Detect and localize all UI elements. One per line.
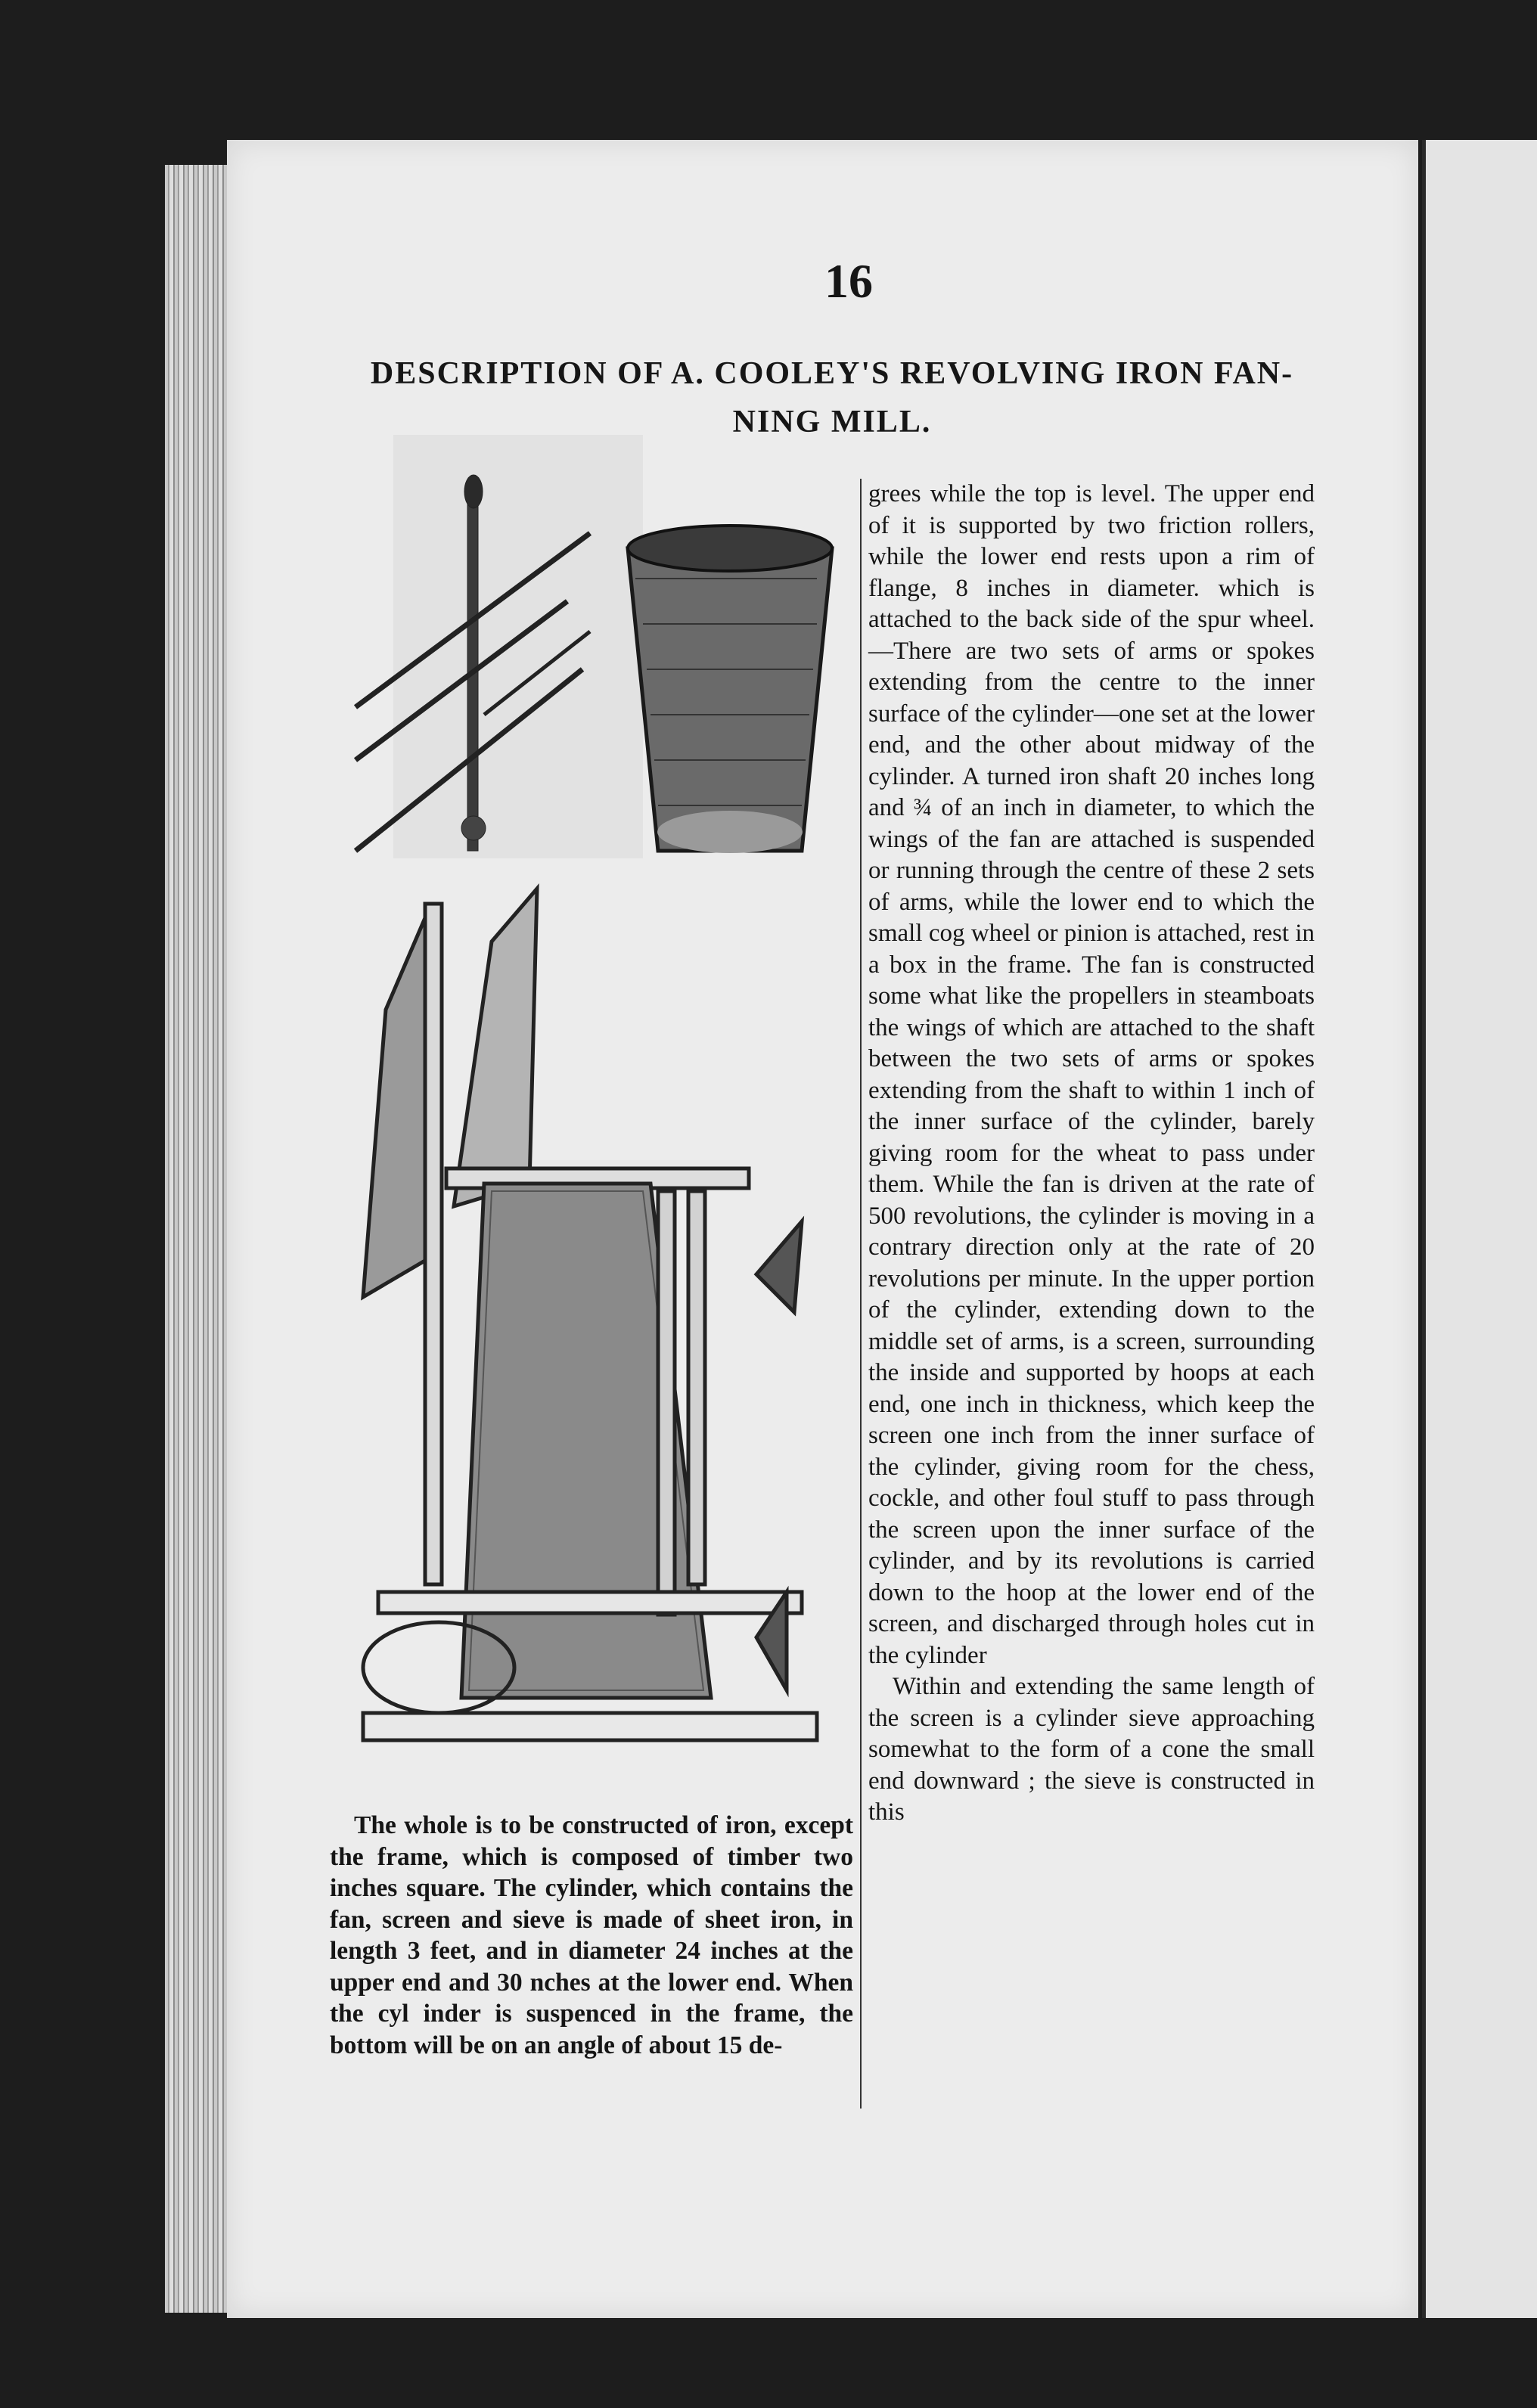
right-paragraph-2: Within and extending the same length of the screen is a cylinder sieve approaching somewhat to the form of a cone the small end downward ; the sieve is constructed in this <box>868 1673 1315 1826</box>
sieve-cone-drawing <box>628 526 832 853</box>
page-number: 16 <box>824 254 873 308</box>
fanning-mill-illustration <box>333 427 847 1789</box>
facing-page-edge <box>1422 140 1537 2318</box>
left-text-column <box>330 1810 853 2061</box>
right-text-column <box>868 479 1315 1829</box>
left-paragraph: The whole is to be constructed of iron, except the frame, which is composed of timber two inches square. The cylinder, which contains the fan, screen and sieve is made of sheet iron, in length 3 feet, and in diameter 24 inches at the upper end and 30 nches at the lower end. When the cyl inder is suspenced in the frame, the bottom will be on an angle of about 15 de- <box>330 1811 853 2059</box>
column-divider <box>860 479 862 2109</box>
mill-frame-drawing <box>363 889 817 1740</box>
title-line-1: DESCRIPTION OF A. COOLEY'S REVOLVING IRON FAN- <box>370 356 1294 391</box>
right-paragraph-1: grees while the top is level. The upper end of it is supported by two friction rollers, while the lower end rests upon a rim of flange, 8 inches in diameter. which is attached to the back side of the spur wheel.—There are two sets of arms or spokes extending from the centre to the inner surface of the cylinder—one set at the lower end, and the other about midway of the cylinder. A turned iron shaft 20 inches long and ¾ of an inch in diameter, to which the wings of the fan are attached is suspended or running through the centre of these 2 sets of arms, while the lower end to which the small cog wheel or pinion is attached, rest in a box in the frame. The fan is constructed some what like the propellers in steamboats the wings of which are attached to the shaft between the two sets of arms or spokes extending from the shaft to within 1 inch of the inner surface of the cylinder, barely giving room for the wheat to pass under them. While the fan is driven at the rate of 500 revolutions, the cylinder is moving in a contrary direction only at the rate of 20 revolutions per minute. In the upper portion of the cylinder, extending down to the middle set of arms, is a screen, surrounding the inside and supported by hoops at each end, one inch in thickness, which keep the screen one inch from the inner surface of the cylinder, giving room for the chess, cockle, and other foul stuff to pass through the screen upon the inner surface of the cylinder, and by its revolutions is carried down to the hoop at the lower end of the screen, and discharged through holes cut in the cylinder <box>868 480 1315 1669</box>
title-line-2: NING MILL. <box>732 405 932 439</box>
